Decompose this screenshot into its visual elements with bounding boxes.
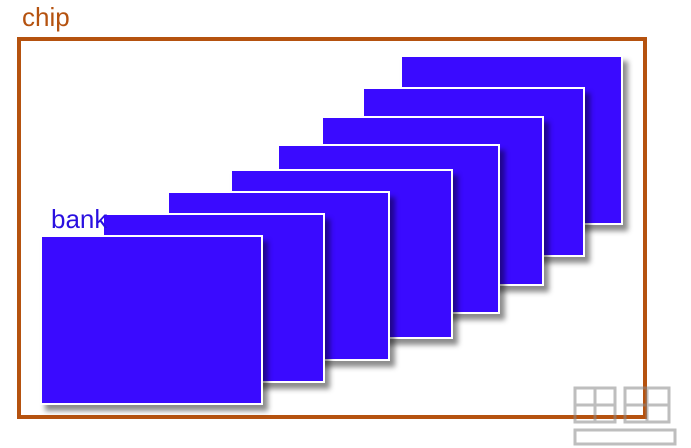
chip-label: chip (22, 2, 70, 32)
watermark-logo (567, 380, 685, 448)
bank-label: bank (51, 204, 108, 234)
bank-1 (40, 235, 263, 405)
